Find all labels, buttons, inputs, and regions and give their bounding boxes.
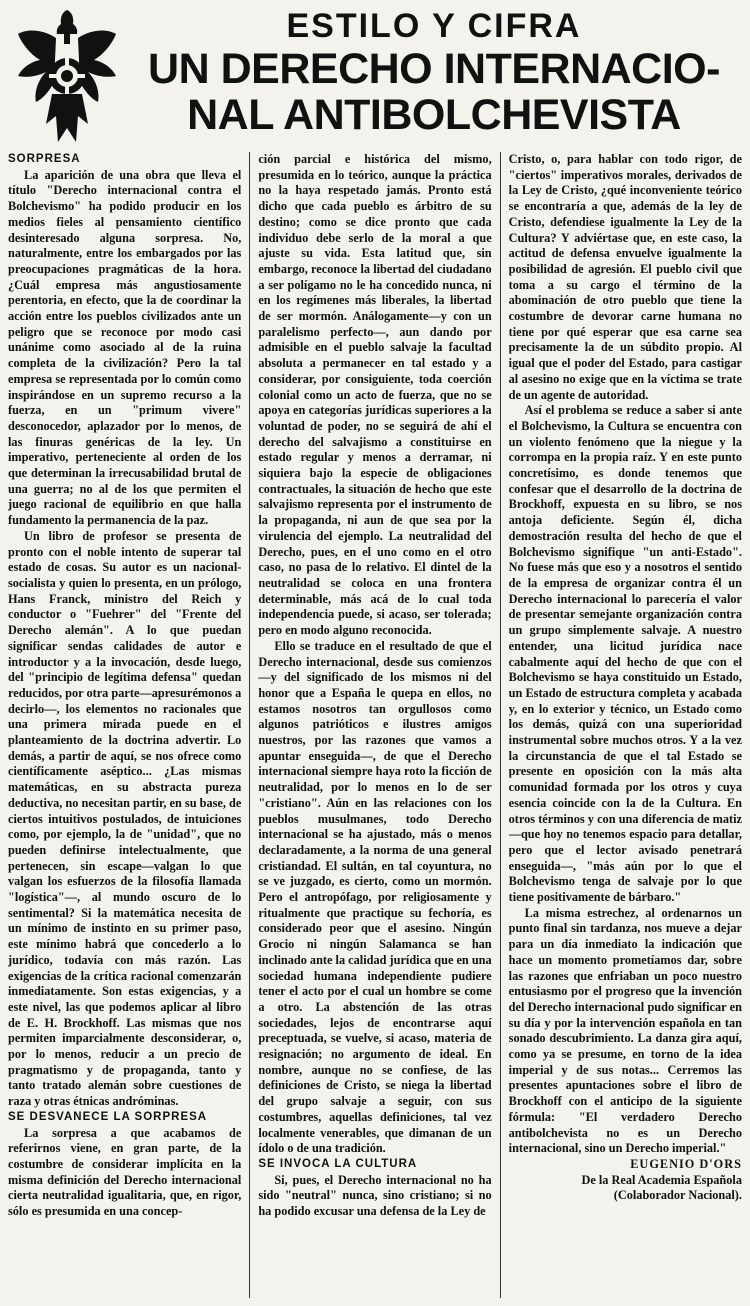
series-title: ESTILO Y CIFRA xyxy=(286,7,582,45)
subhead-se-invoca: SE INVOCA LA CULTURA xyxy=(258,1158,418,1170)
article-body xyxy=(8,152,742,1298)
paragraph: La misma estrechez, al ordenarnos un punto final sin tardanza, nos mueve a dejar para un día inmediato la indicación que hace un momento prometíamos dar, sobre las razones que enfriaban un poco nuestro entusiasmo por el progreso que la invención del Derecho internacional pudo significar en su día y por la intervención española en tan sonado descubrimiento. La danza gira aquí, como ya se presume, en torno de la idea imperial y de sus notas... Cerremos las presentes apuntaciones sobre el libro de Brockhoff con el anticipo de la siguiente fórmula: "El verdadero Derecho antibolchevista no es un Derecho internacional, sino un Derecho imperial." xyxy=(508,905,742,1156)
paragraph: Si, pues, el Derecho internacional no ha sido "neutral" nunca, sino cristiano; si no ha podido excusar una defensa de la Ley de xyxy=(258,1172,492,1219)
column-divider xyxy=(500,152,501,1298)
paragraph: Un libro de profesor se presenta de pronto con el noble intento de superar tal estado de cosas. Su autor es un nacional-socialista y quien lo presenta, en un prólogo, Hans Franck, ministro del Reich y conductor o "Fuehrer" del "Frente del Derecho alemán". A lo que puedan significar sendas calidades de autor e introductor y a la invocación, desde luego, del "principio de legítima defensa" quedan reducidos, por otra parte—apresurémonos a decirlo—, los elementos no racionales que una primera mirada puede en el planteamiento de la doctrina advertir. Lo demás, a partir de aquí, se nos ofrece como científicamente aséptico... ¿Las mismas matemáticas, en su abstracta pureza deductiva, no necesitan partir, en su base, de ciertos intuitivos postulados, de intuiciones como, por ejemplo, la de "unidad", que no pueden definirse intelectualmente, que pertenecen, sin escape—valgan lo que valgan los esfuerzos de la filosofía llamada "logística"—, al mundo oscuro de lo sentimental? Si la matemática necesita de un mínimo de instinto en su primer paso, este mínimo habrá que concederlo a lo jurídico, todavía con más razón. Las exigencias de la crítica racional comenzarán inmediatamente. Son estas exigencias, y a este nivel, las que podemos aplicar al libro de E. H. Brockhoff. Las mismas que nos permiten imparcialmente desconsiderar, o, por lo menos, reducir a un precio de pragmatismo y de propaganda, tanto y tanto tratado alemán sobre cuestiones de raza y otras étnicas andróminas. xyxy=(8,528,242,1109)
subhead-se-desvanece: SE DESVANECE LA SORPRESA xyxy=(8,1110,208,1123)
paragraph: Cristo, o, para hablar con todo rigor, de "ciertos" imperativos morales, derivados de la Ley de Cristo, ¿qué inconveniente teórico se encontraría a que, además de la ley de Cristo, defendiese igualmente la Ley de la Cultura? Y adviértase que, en este caso, la actitud de defensa envuelve igualmente la posibilidad de agresión. El pueblo civil que toma a su cargo el término de la abominación de otro pueblo que tiene la costumbre de devorar carne humana no tiene por qué esperar que esa carne sea precisamente la de un súbdito propio. Al igual que el poder del Estado, para castigar al asesino no exige que en la víctima se trate de un agente de autoridad. xyxy=(508,152,742,402)
author-name: EUGENIO D'ORS xyxy=(630,1157,742,1171)
headline-line-1: UN DERECHO INTERNACIO- xyxy=(148,45,720,93)
paragraph: La aparición de una obra que lleva el título "Derecho internacional contra el Bolchevismo" ha podido producir en los medios fieles al pensamiento científico desinteresado alguna sorpresa. No, naturalmente, entre los embargados por las preocupaciones pragmáticas de la hora. ¿Cuál empresa más angustiosamente perentoria, en efecto, que la de coordinar la acción entre los pueblos civilizados ante un peligro que se reconoce por modo casi unánime como asociado al de la ruina completa de la civilización? Pero la tal empresa se representada por lo común como inspirándose en un supremo recurso a la fuerza, en un "primum vivere" desconocedor, aplazador por lo menos, de las finuras genéricas de la ley. Un imperativo, perteneciente al orden de los que determinan la irrecusabilidad brutal de una guerra; no al de los que permiten el juego racional de equilibrio en que halla fundamento la permanencia de la paz. xyxy=(8,167,242,528)
title-block xyxy=(126,4,742,138)
author-affiliation: De la Real Academia Española xyxy=(581,1172,742,1187)
paragraph: Ello se traduce en el resultado de que el Derecho internacional, desde sus comienzos—y del significado de los mismos ni del honor que a España le quepa en ellos, no estamos nosotros tan orgullosos como algunos patrióticos e ilustres amigos nuestros, por las razones que vamos a apuntar enseguida—, de que el Derecho internacional siempre haya roto la ficción de neutralidad, por lo menos en lo de ser "cristiano". Aún en las relaciones con los pueblos musulmanes, todo Derecho internacional se ha ajustado, más o menos declaradamente, a la norma de una general cristiandad. El sultán, en tal coyuntura, no se ve juzgado, es cierto, como un mormón. Pero el antropófago, por religiosamente y ritualmente que practique su fechoría, es considerado peor que el asesino. Ningún Grocio ni ningún Salamanca se han inclinado ante la calidad jurídica que en una sociedad humana independiente pudiere tener el acto por el cual un hombre se come a otro. La abstención de las otras sociedades, lejos de encontrarse aquí preceptuada, se vuelve, si acaso, materia de resignación; no argumento de ideal. En nombre, aunque no se confiese, de las definiciones de Cristo, se niega la libertad del grupo salvaje a seguir, con sus costumbres, aquellas definiciones, tal vez localmente venerables, que dimanan de un ídolo o de una tradición. xyxy=(258,638,492,1156)
author-role: (Colaborador Nacional). xyxy=(613,1188,742,1203)
masthead xyxy=(8,4,742,152)
paragraph: Así el problema se reduce a saber si ante el Bolchevismo, la Cultura se encuentra con un violento fenómeno que la niegue y la corrompa en la propia raíz. Y en este punto concretísimo, es donde tenemos que confesar que el desarrollo de la doctrina de Brockhoff, expuesta en su libro, se nos antoja deficiente. Según él, dicha demostración resulta del hecho de que el Bolchevismo signifique "un anti-Estado". No fuese más que eso y a nosotros el sentido de la empresa de organizar contra él un Derecho internacional lo parecería el valor de presentar semejante organización contra un grupo simplemente salvaje. A nuestro entender, una licitud jurídica nace cabalmente aquí del hecho de que con el Bolchevismo se haya constituido un Estado, un Estado de estructura completa y acabada y, en lo exterior y técnico, un Estado como los demás, quizá con una superioridad instrumental sobre muchos otros. Y a la vez la circunstancia de que el tal Estado se presente en oposición con la más alta comunidad formada por los otros y cuya esencia coincide con la de la Cultura. En otros términos y con una diferencia de matiz—que hoy no tenemos espacio para detallar, pero que el lector avisado penetrará enseguida—, "más aún por lo que el Bolchevismo tenga de salvaje por lo que tiene positivamente de bárbaro." xyxy=(508,403,742,905)
paragraph: La sorpresa a que acabamos de referirnos viene, en gran parte, de la costumbre de considerar implícita en la misma definición del Derecho internacional cierta neutralidad igualitaria, que, en rigor, sólo es presumida en una concep- xyxy=(8,1125,242,1219)
column-2 xyxy=(258,152,491,1298)
column-1 xyxy=(8,152,241,1298)
subhead-sorpresa: SORPRESA xyxy=(8,153,81,165)
column-3 xyxy=(509,152,742,1298)
column-divider xyxy=(249,152,250,1298)
eagle-emblem-icon xyxy=(8,4,126,152)
paragraph: ción parcial e histórica del mismo, presumida en lo teórico, aunque la práctica no la haya respetado jamás. Pronto está dicho que cada pueblo es árbitro de su destino; como se dice pronto que cada individuo debe serlo de la moral a que ajuste su vida. Esta latitud que, sin embargo, reconoce la libertad del ciudadano a ser polígamo no le ha concedido nunca, ni en los regímenes más liberales, la libertad de ser mormón. Análogamente—y con un paralelismo perfecto—, aun dando por admisible en el pueblo salvaje la facultad absoluta a permanecer en tal estado y a considerar, por consiguiente, toda coerción colonial como un acto de fuerza, que no se apoya en categorías jurídicas superiores a la voluntad de poder, no se seguirá de ahí el derecho del salvajismo a constituirse en estado regular y menos a derramar, ni siquiera bajo la especie de obligaciones contractuales, la situación de hecho que este salvajismo representa por el instrumento de la propaganda, ni aun de que sea por la virulencia del ejemplo. La neutralidad del Derecho, pues, en el uno como en el otro caso, no pasa de lo relativo. El dintel de la neutralidad se coloca en una frontera determinable, más acá de lo cual toda independencia puede, si acaso, ser tolerada; pero en modo alguno reconocida. xyxy=(258,152,492,638)
headline-line-2: NAL ANTIBOLCHEVISTA xyxy=(187,91,681,139)
